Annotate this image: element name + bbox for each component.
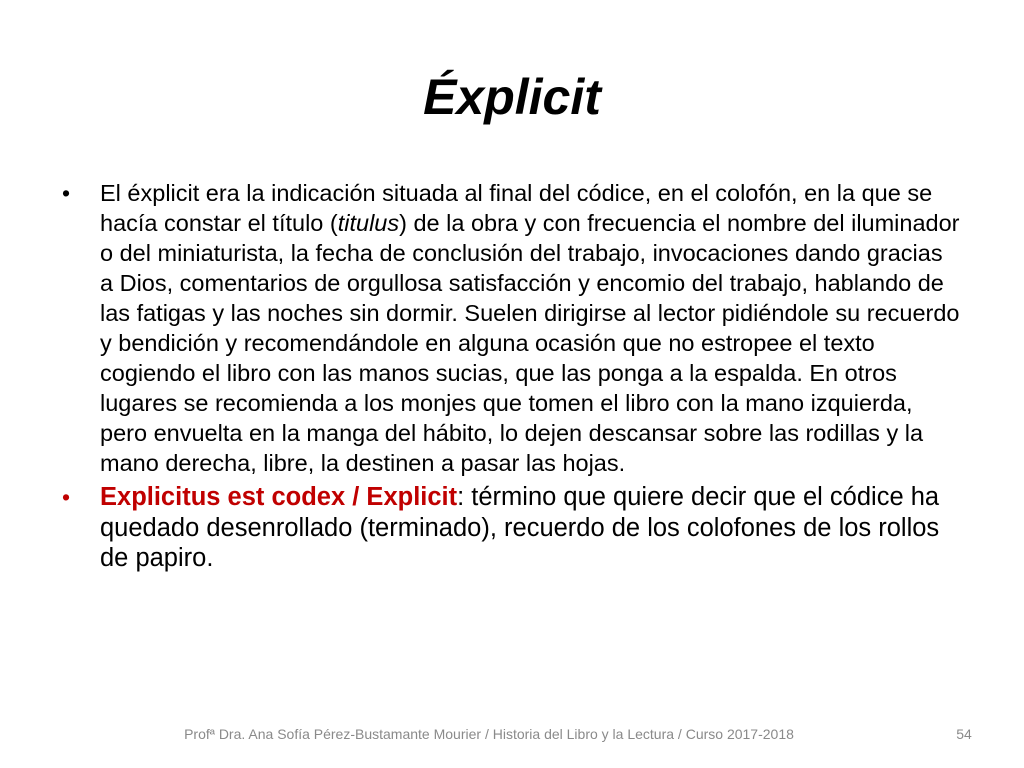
bullet-highlight-term: Explicitus est codex / Explicit	[100, 483, 458, 511]
bullet-text-italic: titulus	[337, 210, 400, 236]
slide-content	[62, 178, 962, 578]
bullet-marker: •	[62, 180, 71, 206]
page-number: 54	[956, 726, 972, 742]
bullet-marker: •	[62, 484, 71, 510]
footer-text: Profª Dra. Ana Sofía Pérez-Bustamante Mourier / Historia del Libro y la Lectura / Curso 2017-2018	[184, 726, 794, 742]
slide-title: Éxplicit	[423, 69, 601, 125]
bullet-text	[100, 483, 939, 572]
bullet-item	[62, 178, 962, 478]
bullet-text-end: : término que quiere decir que el códice ha quedado desenrollado (terminado), recuerdo de los colofones de los rollos de papiro.	[100, 483, 940, 572]
bullet-item	[62, 482, 962, 574]
bullet-text	[100, 180, 960, 476]
bullet-text-start: El éxplicit era la indicación situada al final del códice, en el colofón, en la que se hacía constar el título (	[100, 180, 933, 236]
bullet-text-end: ) de la obra y con frecuencia el nombre del iluminador o del miniaturista, la fecha de conclusión del trabajo, invocaciones dando gracias a Dios, comentarios de orgullosa satisfacción y encomio del trabajo, hablando de las fatigas y las noches sin dormir. Suelen dirigirse al lector pidiéndole su recuerdo y bendición y recomendándole en alguna ocasión que no estropee el texto cogiendo el libro con las manos sucias, que las ponga a la espalda. En otros lugares se recomienda a los monjes que tomen el libro con la mano izquierda, pero envuelta en la manga del hábito, lo dejen descansar sobre las rodillas y la mano derecha, libre, la destinen a pasar las hojas.	[100, 210, 960, 476]
